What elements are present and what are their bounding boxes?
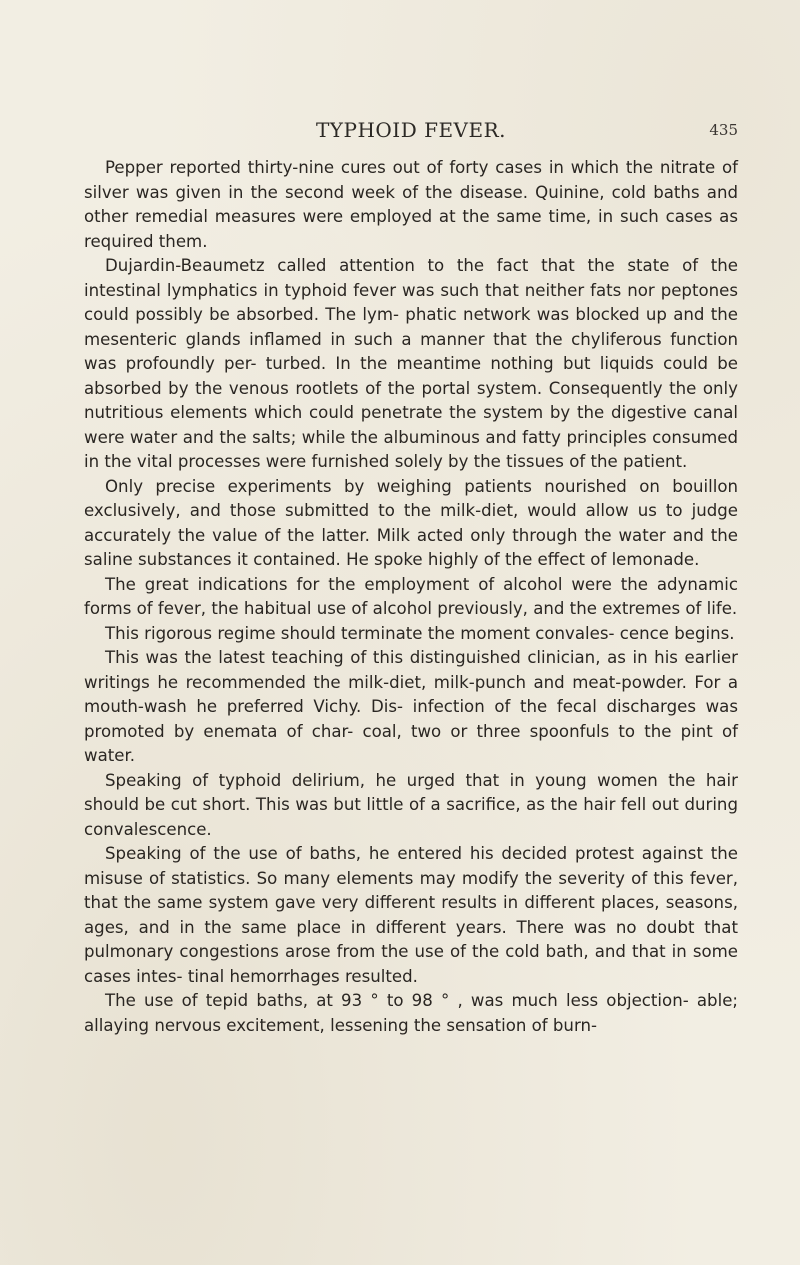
paragraph: This was the latest teaching of this distinguished clinician, as in his earlier writings he recommended the milk-diet, milk-punch and meat-powder. For a mouth-wash he preferred Vichy. Dis- infection of the fecal discharges was promoted by enemata of char- coal, two or three spoonfuls to the pint of water.: [84, 648, 738, 765]
paragraph: The great indications for the employment of alcohol were the adynamic forms of fever, the habitual use of alcohol previously, and the extremes of life.: [84, 574, 738, 618]
page-number: 435: [709, 121, 738, 139]
body-text: [84, 156, 738, 1038]
paragraph: Speaking of the use of baths, he entered his decided protest against the misuse of statistics. So many elements may modify the severity of this fever, that the same system gave very different results in different places, seasons, ages, and in the same place in different years. There was no doubt that pulmonary congestions arose from the use of the cold bath, and that in some cases intes- tinal hemorrhages resulted.: [84, 844, 738, 986]
page-header: [84, 118, 738, 144]
paragraph: Dujardin-Beaumetz called attention to the fact that the state of the intestinal lymphatics in typhoid fever was such that neither fats nor peptones could possibly be absorbed. The lym- phatic network was blocked up and the mesenteric glands inflamed in such a manner that the chyliferous function was profoundly per- turbed. In the meantime nothing but liquids could be absorbed by the venous rootlets of the portal system. Consequently the only nutritious elements which could penetrate the system by the digestive canal were water and the salts; while the albuminous and fatty principles consumed in the vital processes were furnished solely by the tissues of the patient.: [84, 256, 738, 471]
paragraph: Pepper reported thirty-nine cures out of forty cases in which the nitrate of silver was given in the second week of the disease. Quinine, cold baths and other remedial measures were employed at the same time, in such cases as required them.: [84, 158, 738, 251]
paragraph: The use of tepid baths, at 93 ° to 98 ° , was much less objection- able; allaying nervous excitement, lessening the sensation of burn-: [84, 991, 738, 1035]
running-title: TYPHOID FEVER.: [315, 118, 507, 142]
paragraph: Speaking of typhoid delirium, he urged that in young women the hair should be cut short. This was but little of a sacrifice, as the hair fell out during convalescence.: [84, 770, 738, 839]
paragraph: This rigorous regime should terminate the moment convales- cence begins.: [105, 623, 735, 643]
paragraph: Only precise experiments by weighing patients nourished on bouillon exclusively, and those submitted to the milk-diet, would allow us to judge accurately the value of the latter. Milk acted only through the water and the saline substances it contained. He spoke highly of the effect of lemonade.: [84, 476, 738, 569]
